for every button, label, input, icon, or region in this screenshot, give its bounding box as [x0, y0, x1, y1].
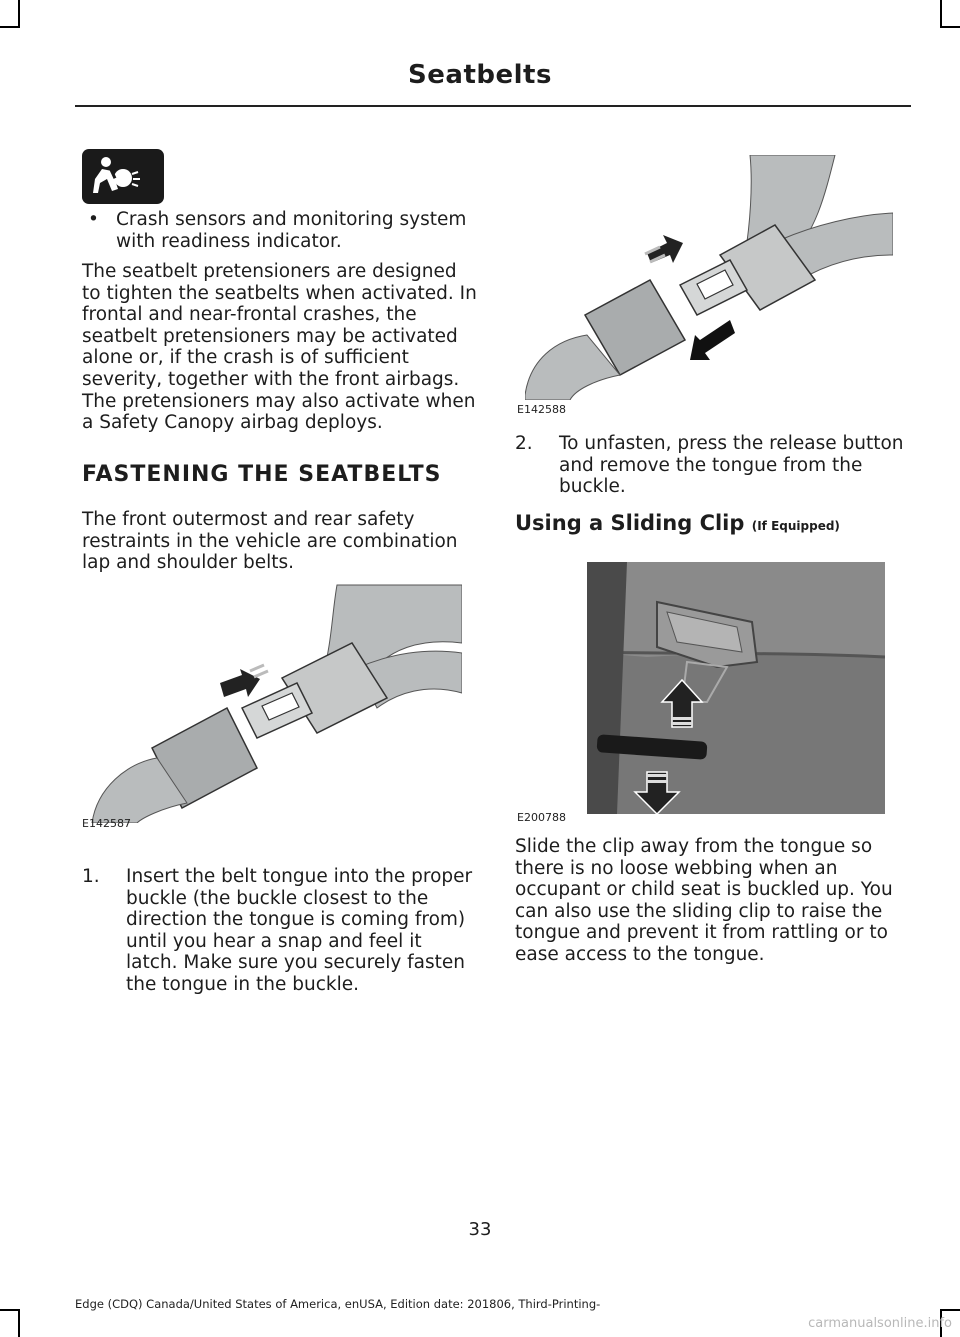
airbag-warning-icon — [82, 149, 164, 204]
crop-mark-bl-h — [0, 1309, 20, 1311]
figure-insert-tongue — [82, 583, 462, 823]
if-equipped-note: (If Equipped) — [751, 519, 840, 533]
header-rule — [75, 105, 911, 107]
figure-label-e142588: E142588 — [517, 403, 566, 416]
bullet-crash-sensors — [88, 209, 480, 252]
sliding-clip-heading — [515, 511, 840, 535]
pretensioners-paragraph: The seatbelt pretensioners are designed to tighten the seatbelts when activated. In frontal and near-frontal crashes, the seatbelt pretensioners may be activated alone or, if the crash is of sufficient severity, together with the front airbags. The pretensioners may also activate when a Safety Canopy airbag deploys. — [82, 261, 477, 434]
step-1 — [82, 866, 478, 996]
crop-mark-br-h — [940, 1309, 960, 1311]
arrow-icon — [220, 669, 260, 697]
figure-label-e142587: E142587 — [82, 817, 131, 830]
step-1-text: Insert the belt tongue into the proper buckle (the buckle closest to the direction the tongue is coming from) until you hear a snap and feel it latch. Make sure you securely fasten the tongue in the buckle. — [126, 866, 473, 995]
watermark: carmanualsonline.info — [808, 1316, 952, 1331]
figure-label-e200788: E200788 — [517, 811, 566, 824]
section-heading: FASTENING THE SEATBELTS — [82, 462, 442, 487]
crop-mark-bl-v — [18, 1311, 20, 1337]
figure-release-tongue — [525, 155, 893, 400]
step-1-number: 1. — [82, 866, 100, 887]
step-2-text: To unfasten, press the release button and remove the tongue from the buckle. — [559, 433, 904, 498]
bullet-text: Crash sensors and monitoring system with readiness indicator. — [116, 209, 467, 252]
bullet-mark: • — [88, 209, 99, 230]
figure-sliding-clip — [587, 562, 885, 814]
sliding-clip-title: Using a Sliding Clip — [515, 511, 745, 535]
step-2 — [515, 433, 905, 498]
step-2-number: 2. — [515, 433, 533, 454]
crop-mark-tr-v — [940, 0, 942, 26]
intro-paragraph: The front outermost and rear safety restraints in the vehicle are combination lap and shoulder belts. — [82, 509, 458, 574]
sliding-clip-paragraph: Slide the clip away from the tongue so there is no loose webbing when an occupant or child seat is buckled up. You can also use the sliding clip to raise the tongue and prevent it from rattling or to ease access to the tongue. — [515, 836, 893, 965]
crop-mark-tl-h — [0, 26, 20, 28]
crop-mark-tr-h — [940, 26, 960, 28]
page-title: Seatbelts — [408, 60, 552, 90]
edition-line: Edge (CDQ) Canada/United States of America, enUSA, Edition date: 201806, Third-Printing- — [75, 1297, 601, 1311]
crop-mark-tl-v — [18, 0, 20, 26]
page-number: 33 — [468, 1219, 492, 1240]
